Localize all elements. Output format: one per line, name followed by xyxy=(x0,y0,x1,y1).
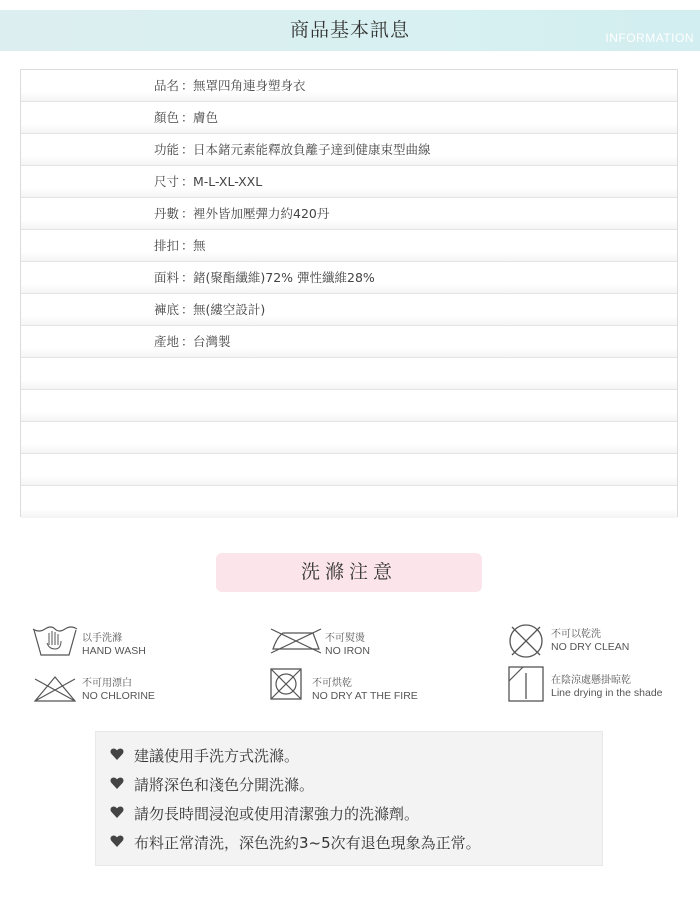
info-label: 排扣 xyxy=(154,238,180,253)
info-colon: ： xyxy=(181,270,194,285)
care-label-no-tumble-dry xyxy=(312,677,418,703)
page-subtitle: INFORMATION xyxy=(605,31,694,45)
care-label-no-chlorine xyxy=(82,677,155,703)
info-row-empty xyxy=(21,486,677,518)
info-label: 面料 xyxy=(154,270,180,285)
note-item xyxy=(134,803,419,824)
info-value: 日本鍺元素能釋放負離子達到健康束型曲線 xyxy=(193,142,431,157)
info-value: 無 xyxy=(193,238,206,253)
note-item xyxy=(134,774,314,795)
info-label: 尺寸 xyxy=(154,174,180,189)
care-label-no-iron xyxy=(325,632,370,658)
info-row-color xyxy=(21,102,677,134)
info-value: 裡外皆加壓彈力約420丹 xyxy=(193,206,330,221)
info-colon: ： xyxy=(181,110,194,125)
info-value: M-L-XL-XXL xyxy=(193,174,263,189)
no-iron-icon xyxy=(269,625,323,655)
care-label-en: NO DRY CLEAN xyxy=(551,641,630,653)
info-value: 無(縷空設計) xyxy=(193,302,266,317)
heart-icon xyxy=(110,805,124,819)
info-row-crotch xyxy=(21,294,677,326)
info-label: 褲底 xyxy=(154,302,180,317)
info-colon: ： xyxy=(181,142,194,157)
note-text: 請勿長時間浸泡或使用清潔強力的洗滌劑。 xyxy=(134,805,420,823)
care-label-zh: 不可用漂白 xyxy=(82,678,132,689)
info-colon: ： xyxy=(181,78,194,93)
care-label-zh: 不可以乾洗 xyxy=(551,629,601,640)
info-row-denier xyxy=(21,198,677,230)
info-row-empty xyxy=(21,390,677,422)
care-label-zh: 不可烘乾 xyxy=(312,678,352,689)
info-label: 產地 xyxy=(154,334,180,349)
care-label-line-dry xyxy=(551,674,663,700)
info-row-fabric xyxy=(21,262,677,294)
note-item xyxy=(134,745,299,766)
info-label: 品名 xyxy=(154,78,180,93)
info-label: 丹數 xyxy=(154,206,180,221)
info-row-empty xyxy=(21,422,677,454)
care-label-zh: 在陰涼處懸掛晾乾 xyxy=(551,675,631,686)
no-tumble-dry-icon xyxy=(269,667,303,701)
info-colon: ： xyxy=(181,238,194,253)
line-dry-shade-icon xyxy=(507,665,545,703)
heart-icon xyxy=(110,834,124,848)
info-value: 膚色 xyxy=(193,110,219,125)
care-label-en: NO IRON xyxy=(325,645,370,657)
care-label-en: HAND WASH xyxy=(82,645,146,657)
heart-icon xyxy=(110,747,124,761)
note-text: 布料正常清洗，深色洗約3~5次有退色現象為正常。 xyxy=(134,834,481,852)
heart-icon xyxy=(110,776,124,790)
product-info-table xyxy=(20,69,678,517)
care-label-zh: 以手洗滌 xyxy=(82,633,122,644)
info-value: 台灣製 xyxy=(193,334,231,349)
info-row-size xyxy=(21,166,677,198)
care-label-no-dry-clean xyxy=(551,628,629,654)
info-colon: ： xyxy=(181,206,194,221)
hand-wash-icon xyxy=(31,623,79,657)
note-text: 請將深色和淺色分開洗滌。 xyxy=(134,776,315,794)
care-label-en: Line drying in the shade xyxy=(551,687,663,699)
info-label: 顏色 xyxy=(154,110,180,125)
note-item xyxy=(134,832,481,853)
no-chlorine-icon xyxy=(31,673,79,705)
info-colon: ： xyxy=(181,174,194,189)
info-label: 功能 xyxy=(154,142,180,157)
info-row-function xyxy=(21,134,677,166)
no-dry-clean-icon xyxy=(507,622,545,660)
care-label-zh: 不可熨燙 xyxy=(325,633,365,644)
info-row-name xyxy=(21,70,677,102)
info-row-empty xyxy=(21,454,677,486)
info-colon: ： xyxy=(181,302,194,317)
care-notes-box xyxy=(95,731,603,866)
care-label-en: NO DRY AT THE FIRE xyxy=(312,690,418,702)
info-row-origin xyxy=(21,326,677,358)
care-section-title: 洗滌注意 xyxy=(216,553,482,592)
info-colon: ： xyxy=(181,334,194,349)
info-row-buttons xyxy=(21,230,677,262)
care-label-hand-wash xyxy=(82,632,146,658)
info-row-empty xyxy=(21,358,677,390)
page-title: 商品基本訊息 xyxy=(289,19,410,41)
note-text: 建議使用手洗方式洗滌。 xyxy=(134,747,300,765)
care-label-en: NO CHLORINE xyxy=(82,690,155,702)
info-value: 無罩四角連身塑身衣 xyxy=(193,78,306,93)
info-value: 鍺(聚酯纖維)72% 彈性纖維28% xyxy=(193,270,375,285)
